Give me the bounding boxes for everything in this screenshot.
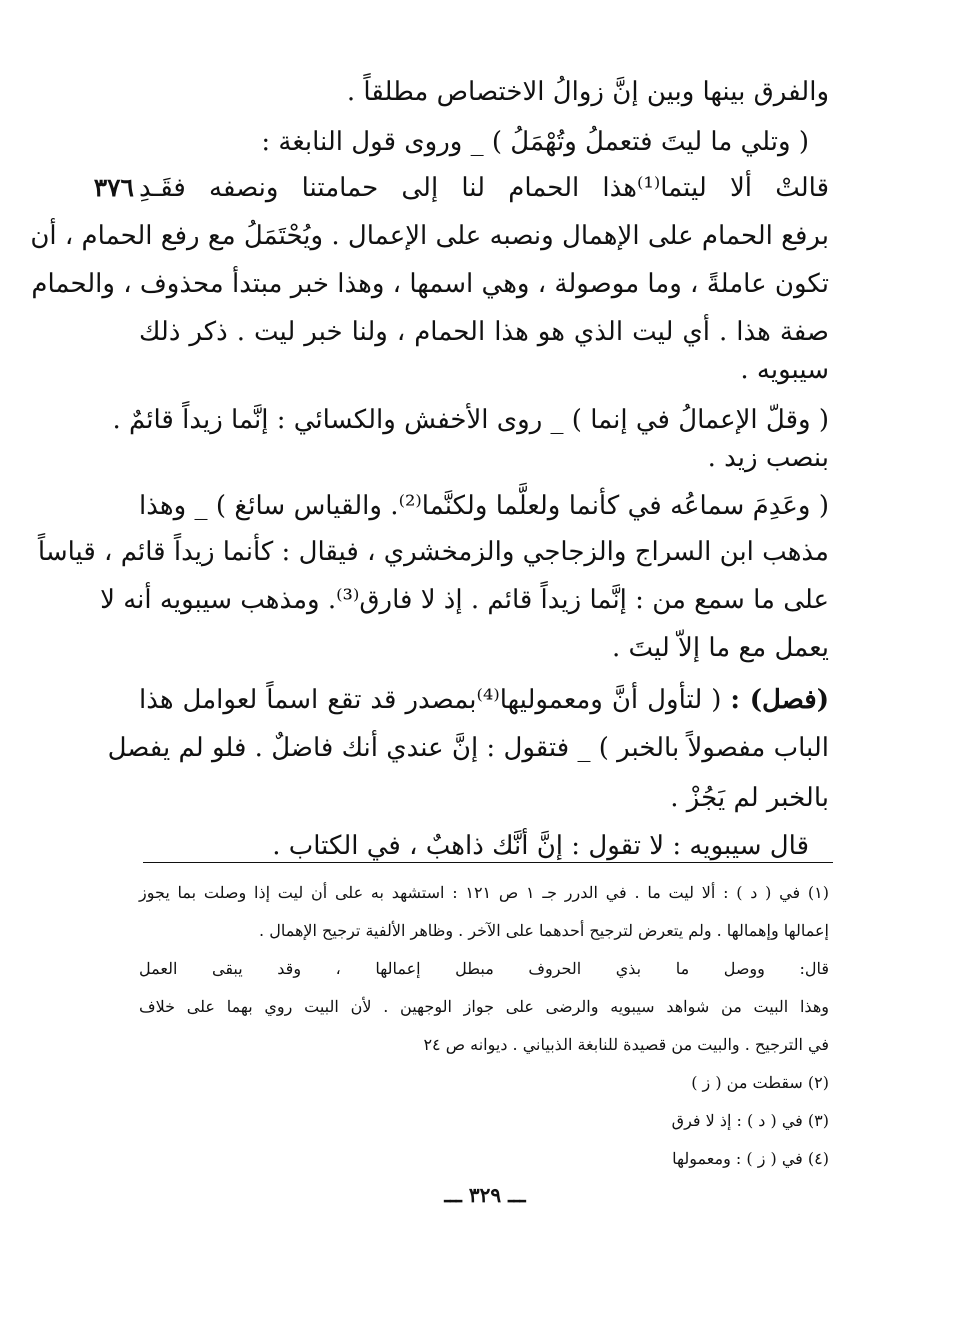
body-line-13: يعمل مع ما إلاّ ليتَ . [611, 633, 829, 663]
fasl-text: ( لتأول أنَّ ومعموليها⁽⁴⁾بمصدر قد تقع اسماً لعوامل هذا [139, 685, 722, 715]
body-line-2: ( وتلي ما ليتَ فتعملُ وتُهْمَلُ ) _ وروى قول النابغة : [261, 127, 809, 157]
body-line-9: بنصب زيد . [707, 443, 829, 473]
body-line-7: سيبويه . [740, 355, 829, 385]
footnote-1-line-2: إعمالها وإهمالها . ولم يتعرض لترجيح أحدهما على الآخر . وظاهر الألفية ترجيح الإهمال . [259, 921, 829, 940]
footnote-divider [143, 862, 833, 863]
body-line-12: على ما سمع من : إنَّما زيداً قائم . إذ لا فارق⁽³⁾. ومذهب سيبويه أنه لا [100, 585, 829, 615]
footnote-3: (٣) في ( د ) : إذ لا فرق [671, 1111, 829, 1130]
body-line-15: الباب مفصولاً بالخبر ) _ فتقول : إنَّ عندي أنك فاضلٌ . فلو لم يفصل [107, 733, 829, 763]
footnote-1-line-1: (١) في ( د ) : ألا ليت ما . في الدرر جـ ١ ص ١٢١ : استشهد به على أن ليت إذا وصلت بما يجوز [139, 883, 829, 902]
body-line-10: ( وعَدِمَ سماعُه في كأنما ولعلَّما ولكنَّما⁽²⁾. والقياس سائغ ) _ وهذا [139, 491, 829, 521]
body-line-11: مذهب ابن السراج والزجاجي والزمخشري ، فيقال : كأنما زيداً قائم ، قياساً [37, 537, 829, 567]
footnote-1-verse: قال: ووصل ما بذي الحروف مبطل إعمالها ، وقد يبقى العمل [139, 959, 829, 978]
body-line-1: والفرق بينها وبين إنَّ زوالُ الاختصاص مطلقاً . [346, 77, 829, 107]
body-line-5: تكون عاملةً ، وما موصولة ، وهي اسمها ، وهذا خبر مبتدأ محذوف ، والحمام [31, 269, 829, 299]
footnote-1-line-4: وهذا البيت من شواهد سيبويه والرضى على جواز الوجهين . لأن البيت روي بهما على خلاف [139, 997, 829, 1016]
verse-line: قالتْ ألا ليتما⁽¹⁾هذا الحمام لنا إلى حمامتنا ونصفه فقَـدِ [139, 173, 829, 203]
fasl-label: (فصل) : [730, 685, 830, 715]
body-line-8: ( وقلّ الإعمالُ في إنما ) _ روى الأخفش والكسائي : إنَّما زيداً قائمٌ . [112, 405, 829, 435]
fasl-line [139, 680, 829, 722]
body-line-4: برفع الحمام على الإهمال ونصبه على الإعمال . ويُحْتَمَلُ مع رفع الحمام ، أن [30, 221, 829, 251]
page-number: ـــ ٣٢٩ ـــ [444, 1183, 526, 1207]
verse-number: ٣٧٦ [93, 173, 134, 202]
body-line-16: بالخبر لم يَجُزْ . [670, 783, 829, 813]
body-line-17: قال سيبويه : لا تقول : إنَّ أنَّك ذاهبٌ ، في الكتاب . [272, 831, 809, 861]
footnote-4: (٤) في ( ز ) : ومعمولها [672, 1149, 829, 1168]
footnote-1-line-5: في الترجيح . والبيت من قصيدة للنابغة الذبياني . ديوانه ص ٢٤ [423, 1035, 829, 1054]
body-line-6: صفة هذا . أي ليت الذي هو هذا الحمام ، ولنا خبر ليت . ذكر ذلك [139, 317, 829, 347]
footnote-2: (٢) سقطت من ( ز ) [691, 1073, 829, 1092]
